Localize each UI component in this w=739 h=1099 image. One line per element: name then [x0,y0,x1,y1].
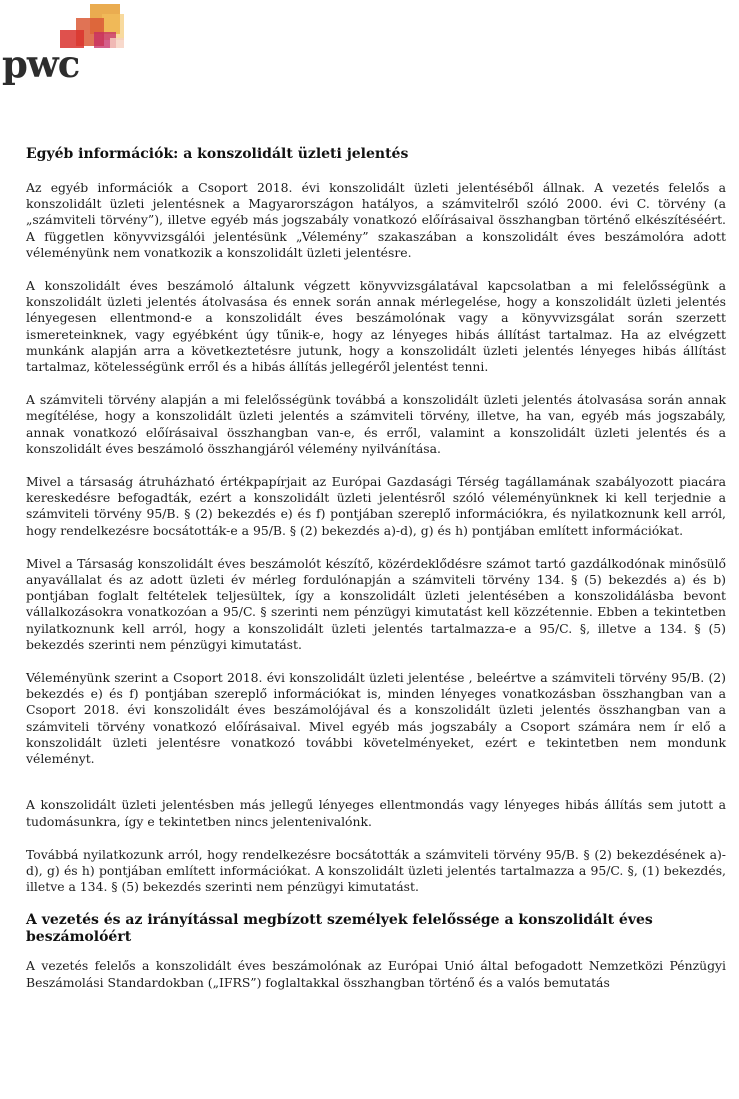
paragraph: Továbbá nyilatkozunk arról, hogy rendelkezésre bocsátották a számviteli törvény 95/B. § (2) bekezdésének a)-d), g) és h) pontjában említett információkat. A konszolidált üzleti jelentés tartalmazza a 95/C. §, (1) bekezdés, illetve a 134. § (5) bekezdés szerinti nem pénzügyi kimutatást. [26,846,726,895]
paragraph: A számviteli törvény alapján a mi felelősségünk továbbá a konszolidált üzleti jelentés átolvasása során annak megítélése, hogy a konszolidált üzleti jelentés a számviteli törvény, illetve, ha van, egyéb más jogszabály, annak vonatkozó előírásaival összhangban van-e, és erről, valamint a konszolidált üzleti jelentés és a konszolidált éves beszámoló összhangjáról vélemény nyilvánítása. [26,392,726,456]
paragraph: Mivel a Társaság konszolidált éves beszámolót készítő, közérdeklődésre számot tartó gazdálkodónak minősülő anyavállalat és az adott üzleti év mérleg fordulónapján a számviteli törvény 134. § (5) bekezdés a) és b) pontjában foglalt feltételek teljesültek, így a konszolidált üzleti jelentésében a konszolidálásba bevont vállalkozásokra vonatkozóan a 95/C. § szerinti nem pénzügyi kimutatást kell közzétennie. Ebben a tekintetben nyilatkoznunk kell arról, hogy a konszolidált üzleti jelentés tartalmazza-e a 95/C. §, illetve a 134. § (5) bekezdés szerinti nem pénzügyi kimutatást. [26,555,726,652]
paragraph: Mivel a társaság átruházható értékpapírjait az Európai Gazdasági Térség tagállamának szabályozott piacára kereskedésre befogadták, ezért a konszolidált üzleti jelentésről szóló véleményünknek ki kell terjednie a számviteli törvény 95/B. § (2) bekezdés e) és f) pontjában szereplő információkra, és nyilatkoznunk kell arról, hogy rendelkezésre bocsátották-e a 95/B. § (2) bekezdés a)-d), g) és h) pontjában említett információkat. [26,474,726,538]
paragraph: Véleményünk szerint a Csoport 2018. évi konszolidált üzleti jelentése , beleértve a számviteli törvény 95/B. (2) bekezdés e) és f) pontjában szereplő információkat is, minden lényeges vonatkozásban összhangban van a Csoport 2018. évi konszolidált éves beszámolójával és a konszolidált üzleti jelentés összhangban van a számviteli törvény vonatkozó előírásaival. Mivel egyéb más jogszabály a Csoport számára nem ír elő a konszolidált üzleti jelentésre vonatkozó további követelményeket, ezért e tekintetben nem mondunk véleményt. [26,670,726,767]
section-heading-management-responsibility: A vezetés és az irányítással megbízott személyek felelőssége a konszolidált éves beszámolóért [26,912,653,946]
paragraph: A konszolidált éves beszámoló általunk végzett könyvvizsgálatával kapcsolatban a mi felelősségünk a konszolidált üzleti jelentés átolvasása és ennek során annak mérlegelése, hogy a konszolidált üzleti jelentés lényegesen ellentmond-e a konszolidált éves beszámolónak vagy a könyvvizsgálat során szerzett ismereteinknek, vagy egyébként úgy tűnik-e, hogy az lényeges hibás állítást tartalmaz. Ha az elvégzett munkánk alapján arra a következtetésre jutunk, hogy a konszolidált üzleti jelentés lényeges hibás állítást tartalmaz, kötelességünk erről és a hibás állítás jellegéről jelentést tenni. [26,278,726,375]
paragraph: A vezetés felelős a konszolidált éves beszámolónak az Európai Unió által befogadott Nemzetközi Pénzügyi Beszámolási Standardokban („IFRS”) foglaltakkal összhangban történő és a valós bemutatás [26,958,726,990]
pwc-logo [2,2,142,97]
paragraph: Az egyéb információk a Csoport 2018. évi konszolidált üzleti jelentéséből állnak. A vezetés felelős a konszolidált üzleti jelentésnek a Magyarországon hatályos, a számvitelről szóló 2000. évi C. törvény (a „számviteli törvény”), illetve egyéb más jogszabály vonatkozó előírásaival összhangban történő elkészítéséért. A független könyvvizsgálói jelentésünk „Vélemény” szakaszában a konszolidált éves beszámolóra adott véleményünk nem vonatkozik a konszolidált üzleti jelentésre. [26,180,726,260]
paragraph: A konszolidált üzleti jelentésben más jellegű lényeges ellentmondás vagy lényeges hibás állítás sem jutott a tudomásunkra, így e tekintetben nincs jelentenivalónk. [26,797,726,829]
section-heading-other-information: Egyéb információk: a konszolidált üzleti jelentés [26,146,409,162]
pwc-wordmark: pwc [2,42,80,86]
document-body [26,146,726,1008]
